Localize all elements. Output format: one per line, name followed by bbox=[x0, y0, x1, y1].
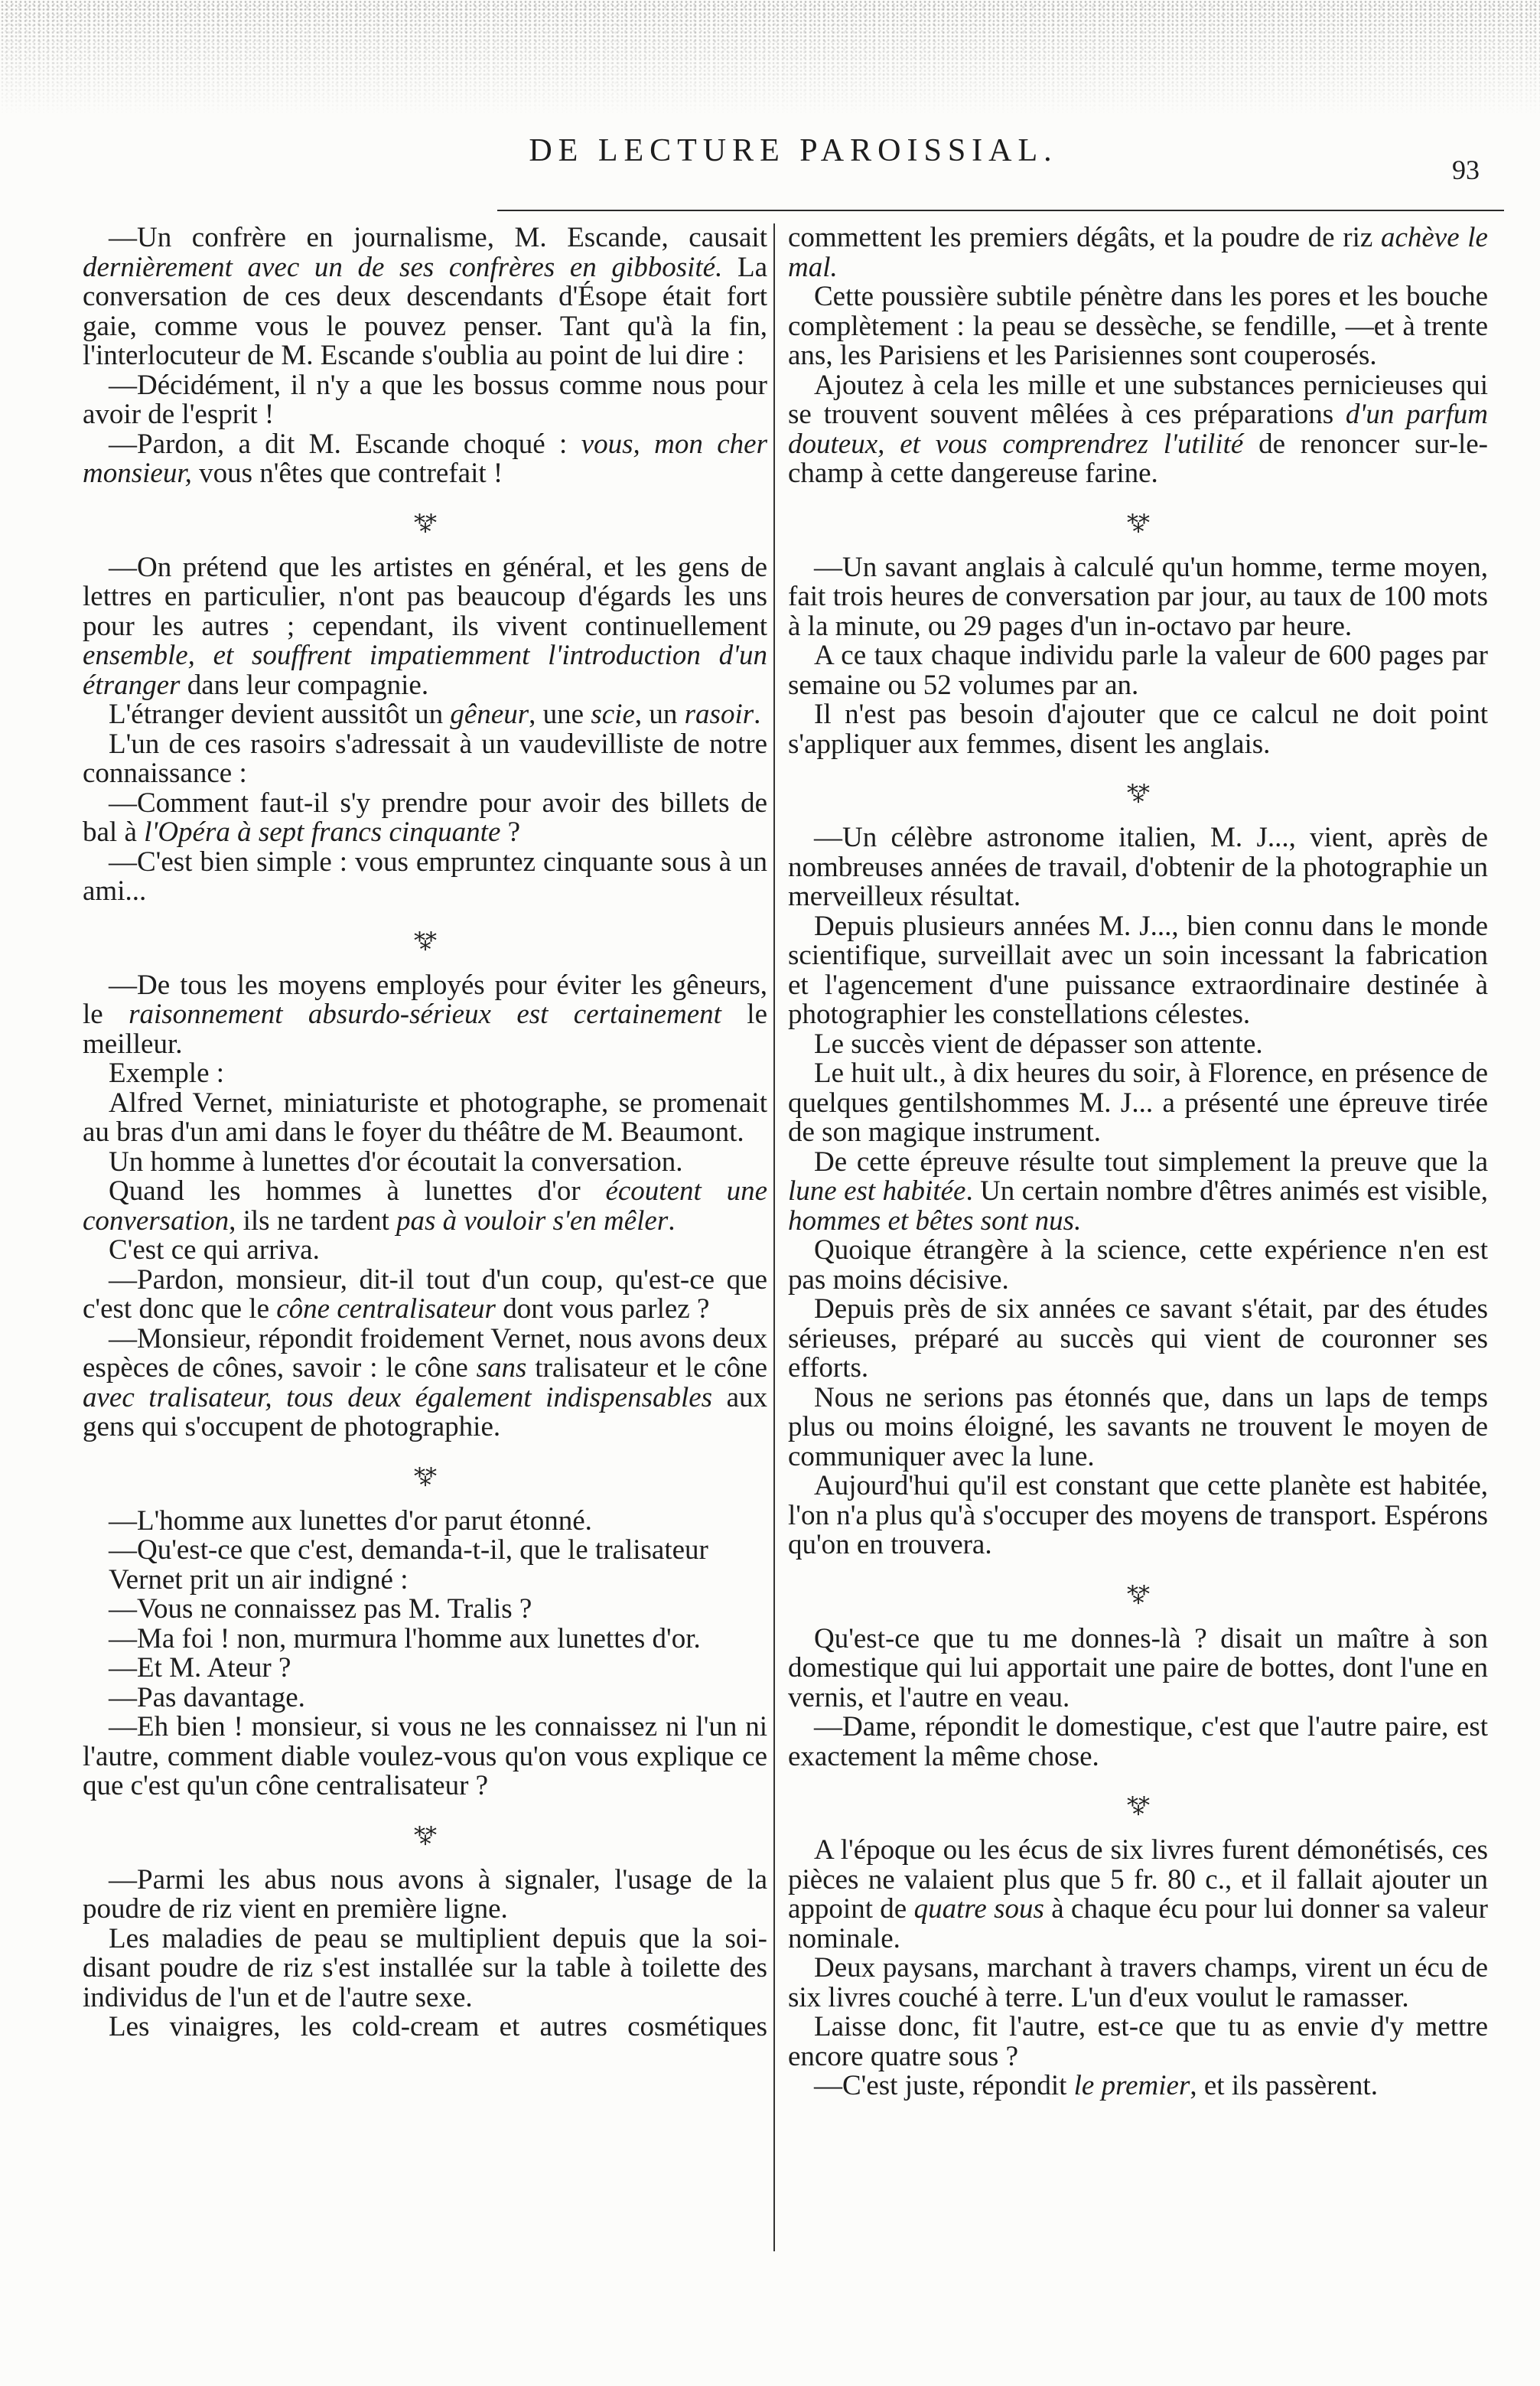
asterism-glyph: ⁂ bbox=[413, 507, 437, 535]
text-run: Qu'est-ce que tu me donnes-là ? disait un maître à son domestique qui lui apportait une paire de bottes, dont l'une en vernis, et l'autre en veau. bbox=[788, 1622, 1488, 1713]
text-run: Un homme à lunettes d'or écoutait la conversation. bbox=[109, 1146, 683, 1178]
asterism-separator bbox=[788, 489, 1488, 553]
text-run: Les maladies de peau se multiplient depuis que la soi-disant poudre de riz s'est installée sur la table à toilette des individus de l'un et de l'autre sexe. bbox=[83, 1922, 767, 2013]
paragraph bbox=[83, 553, 767, 701]
text-run: —Vous ne connaissez pas M. Tralis ? bbox=[109, 1593, 532, 1625]
text-run: Quoique étrangère à la science, cette expérience n'en est pas moins décisive. bbox=[788, 1234, 1488, 1296]
scan-noise bbox=[0, 0, 1540, 115]
text-run: Ajoutez à cela les mille et une substances pernicieuses qui se trouvent souvent mêlées à ces préparations bbox=[788, 369, 1488, 430]
text-run: Cette poussière subtile pénètre dans les pores et les bouche complètement : la peau se dessèche, se fendille, —et à trente ans, les Parisiens et les Parisiennes sont couperosés. bbox=[788, 281, 1488, 371]
paragraph bbox=[83, 430, 767, 489]
paragraph bbox=[83, 1236, 767, 1266]
text-run: —Comment faut-il s'y prendre pour avoir des billets de bal à bbox=[83, 787, 767, 848]
text-run: —L'homme aux lunettes d'or parut étonné. bbox=[109, 1504, 592, 1537]
asterism-glyph: ⁂ bbox=[1126, 778, 1150, 805]
italic-run: lune est habitée bbox=[788, 1175, 966, 1207]
paragraph bbox=[83, 1922, 767, 2013]
paragraph bbox=[83, 1059, 767, 1089]
asterism-glyph: ⁂ bbox=[1126, 507, 1150, 535]
text-run: Quand les hommes à lunettes d'or bbox=[109, 1175, 606, 1207]
text-run: ? bbox=[500, 817, 521, 848]
italic-run: dernièrement avec un de ses confrères en gibbosité. bbox=[83, 251, 723, 283]
text-run: —Et M. Ateur ? bbox=[109, 1652, 291, 1684]
asterism-separator bbox=[83, 1801, 767, 1866]
paragraph bbox=[788, 1381, 1488, 1472]
text-run: —Pardon, monsieur, dit-il tout d'un coup, qu'est-ce que c'est donc que le bbox=[83, 1263, 767, 1325]
paragraph bbox=[788, 1954, 1488, 2013]
paragraph bbox=[83, 223, 767, 371]
text-run: dont vous parlez ? bbox=[495, 1293, 710, 1325]
text-run: Vernet prit un air indigné : bbox=[109, 1563, 409, 1596]
text-run: —Dame, répondit le domestique, c'est que l'autre paire, est exactement la même chose. bbox=[788, 1711, 1488, 1772]
italic-run: le premier bbox=[1073, 2070, 1190, 2101]
italic-run: l'Opéra à sept francs cinquante bbox=[144, 817, 501, 848]
asterism-glyph: ⁂ bbox=[1126, 1791, 1150, 1817]
asterism-separator bbox=[788, 1560, 1488, 1625]
paragraph bbox=[788, 912, 1488, 1030]
text-run: A ce taux chaque individu parle la valeur de 600 pages par semaine ou 52 volumes par an. bbox=[788, 640, 1488, 701]
italic-run: hommes et bêtes sont nus. bbox=[788, 1204, 1082, 1237]
paragraph bbox=[83, 1681, 767, 1713]
paragraph bbox=[788, 1059, 1488, 1148]
text-run: tralisateur et le cône bbox=[526, 1352, 767, 1384]
paragraph bbox=[83, 1322, 767, 1442]
italic-run: vous, mon cher monsieur, bbox=[83, 428, 767, 489]
italic-run: scie bbox=[591, 699, 635, 730]
running-title: DE LECTURE PAROISSIAL. bbox=[529, 133, 1058, 168]
text-run: . bbox=[668, 1204, 676, 1237]
paragraph bbox=[83, 1177, 767, 1236]
italic-run: raisonnement absurdo-sérieux est certainement bbox=[129, 999, 721, 1030]
text-run: . Un certain nombre d'êtres animés est visible, bbox=[965, 1175, 1488, 1207]
italic-run: écoutent une conversation bbox=[83, 1175, 767, 1237]
asterism-separator bbox=[83, 1442, 767, 1507]
paragraph bbox=[83, 971, 767, 1060]
text-run: —Eh bien ! monsieur, si vous ne les connaissez ni l'un ni l'autre, comment diable voulez-vous qu'on vous explique ce que c'est qu'un cône centralisateur ? bbox=[83, 1711, 767, 1801]
text-run: à chaque écu pour lui donner sa valeur nominale. bbox=[788, 1893, 1488, 1954]
paragraph bbox=[83, 1148, 767, 1178]
text-run: Le huit ult., à dix heures du soir, à Florence, en présence de quelques gentilshommes M. J... a présenté une épreuve tirée de son magique instrument. bbox=[788, 1058, 1488, 1148]
paragraph bbox=[788, 282, 1488, 371]
paragraph bbox=[788, 641, 1488, 700]
left-column bbox=[83, 223, 767, 2251]
text-run: —Monsieur, répondit froidement Vernet, nous avons deux espèces de cônes, savoir : le cône bbox=[83, 1322, 767, 1384]
paragraph bbox=[83, 1536, 767, 1566]
text-run: Depuis plusieurs années M. J..., bien connu dans le monde scientifique, surveillait avec un soin incessant la fabrication et l'agencement d'une puissance extraordinaire destinée à photographier les constellations célestes. bbox=[788, 910, 1488, 1030]
paragraph bbox=[788, 553, 1488, 642]
text-run: . bbox=[754, 699, 761, 730]
text-run: A l'époque ou les écus de six livres furent démonétisés, ces pièces ne valaient plus que 5 fr. 80 c., et il fallait ajouter un appoint de bbox=[788, 1834, 1488, 1925]
text-run: —Un savant anglais à calculé qu'un homme, terme moyen, fait trois heures de conversation par jour, au taux de 100 mots à la minute, ou 29 pages d'un in-octavo par heure. bbox=[788, 551, 1488, 642]
italic-run: avec tralisateur, tous deux également indispensables bbox=[83, 1381, 713, 1413]
italic-run: cône centralisateur bbox=[276, 1293, 496, 1325]
paragraph bbox=[83, 730, 767, 789]
text-run: dans leur compagnie. bbox=[180, 669, 429, 701]
paragraph bbox=[83, 1563, 767, 1596]
italic-run: sans bbox=[476, 1352, 527, 1384]
paragraph bbox=[788, 1295, 1488, 1384]
italic-run: rasoir bbox=[684, 699, 754, 730]
italic-run: gêneur bbox=[450, 699, 529, 730]
asterism-separator bbox=[83, 489, 767, 553]
text-run: —De tous les moyens employés pour éviter les gêneurs, le bbox=[83, 969, 767, 1030]
paragraph bbox=[83, 1263, 767, 1325]
text-run: —Ma foi ! non, murmura l'homme aux lunettes d'or. bbox=[109, 1622, 701, 1654]
text-run: Laisse donc, fit l'autre, est-ce que tu as envie d'y mettre encore quatre sous ? bbox=[788, 2011, 1488, 2072]
asterism-separator bbox=[83, 907, 767, 971]
paragraph bbox=[83, 1713, 767, 1801]
paragraph bbox=[83, 1654, 767, 1684]
paragraph bbox=[788, 2013, 1488, 2071]
text-run: La conversation de ces deux descendants d'Ésope était fort gaie, comme vous le pouvez penser. Tant qu'à la fin, l'interlocuteur de M. Escande s'oublia au point de lui dire : bbox=[83, 251, 767, 371]
paragraph bbox=[788, 1713, 1488, 1772]
paragraph bbox=[83, 1622, 767, 1654]
text-run: Les vinaigres, les cold-cream et autres cosmétiques bbox=[109, 2011, 767, 2042]
text-run: , une bbox=[529, 699, 591, 730]
paragraph bbox=[83, 2013, 767, 2042]
asterism-glyph: ⁂ bbox=[413, 1461, 437, 1488]
text-run: le meilleur. bbox=[83, 999, 767, 1060]
text-run: De cette épreuve résulte tout simplement la preuve que la bbox=[814, 1146, 1488, 1178]
text-run: Deux paysans, marchant à travers champs, virent un écu de six livres couché à terre. L'un d'eux voulut le ramasser. bbox=[788, 1952, 1488, 2013]
page-number: 93 bbox=[1452, 155, 1480, 185]
italic-run: pas à vouloir s'en mêler bbox=[396, 1204, 669, 1237]
paragraph bbox=[83, 371, 767, 430]
text-run: —C'est bien simple : vous empruntez cinquante sous à un ami... bbox=[83, 846, 767, 907]
text-run: —Qu'est-ce que c'est, demanda-t-il, que le tralisateur bbox=[109, 1534, 708, 1566]
paragraph bbox=[83, 1089, 767, 1148]
asterism-glyph: ⁂ bbox=[413, 925, 437, 953]
asterism-separator bbox=[788, 1772, 1488, 1836]
text-run: —Un confrère en journalisme, M. Escande, causait bbox=[109, 223, 767, 253]
text-run: —Pas davantage. bbox=[109, 1681, 305, 1713]
column-divider bbox=[773, 223, 775, 2251]
text-run: —Parmi les abus nous avons à signaler, l'usage de la poudre de riz vient en première ligne. bbox=[83, 1863, 767, 1925]
paragraph bbox=[83, 700, 767, 730]
asterism-separator bbox=[788, 759, 1488, 823]
right-column bbox=[788, 223, 1488, 2251]
text-run: L'un de ces rasoirs s'adressait à un vaudevilliste de notre connaissance : bbox=[83, 728, 767, 789]
paragraph bbox=[788, 1836, 1488, 1954]
paragraph bbox=[788, 1622, 1488, 1713]
text-run: , et ils passèrent. bbox=[1190, 2070, 1378, 2101]
paragraph bbox=[788, 223, 1488, 282]
paragraph bbox=[788, 1148, 1488, 1237]
text-run: Le succès vient de dépasser son attente. bbox=[814, 1028, 1263, 1060]
text-run: Il n'est pas besoin d'ajouter que ce calcul ne doit point s'appliquer aux femmes, disent les anglais. bbox=[788, 699, 1488, 760]
italic-run: d'un parfum douteux, et vous comprendrez l'utilité bbox=[788, 399, 1488, 460]
text-run: commettent les premiers dégâts, et la poudre de riz bbox=[788, 223, 1381, 253]
text-run: de renoncer sur-le-champ à cette dangereuse farine. bbox=[788, 428, 1488, 489]
italic-run: quatre sous bbox=[913, 1893, 1044, 1925]
asterism-glyph: ⁂ bbox=[1126, 1579, 1150, 1606]
asterism-glyph: ⁂ bbox=[413, 1820, 437, 1847]
text-run: Aujourd'hui qu'il est constant que cette planète est habitée, l'on n'a plus qu'à s'occuper des moyens de transport. Espérons qu'on en trouvera. bbox=[788, 1470, 1488, 1560]
paragraph bbox=[83, 848, 767, 907]
paragraph bbox=[788, 2071, 1488, 2101]
text-run: Exemple : bbox=[109, 1058, 225, 1089]
paragraph bbox=[788, 371, 1488, 489]
text-run: —Décidément, il n'y a que les bossus comme nous pour avoir de l'esprit ! bbox=[83, 369, 767, 430]
text-run: Alfred Vernet, miniaturiste et photographe, se promenait au bras d'un ami dans le foyer du théâtre de M. Beaumont. bbox=[83, 1087, 767, 1148]
header-rule bbox=[497, 210, 1504, 211]
italic-run: ensemble, et souffrent impatiemment l'introduction d'un étranger bbox=[83, 640, 767, 701]
paragraph bbox=[788, 823, 1488, 912]
paragraph bbox=[83, 1504, 767, 1537]
text-run: aux gens qui s'occupent de photographie. bbox=[83, 1381, 767, 1442]
text-run: —Pardon, a dit M. Escande choqué : bbox=[109, 428, 581, 460]
text-run: Depuis près de six années ce savant s'était, par des études sérieuses, préparé au succès qui vient de couronner ses efforts. bbox=[788, 1293, 1488, 1384]
paragraph bbox=[83, 789, 767, 848]
text-run: C'est ce qui arriva. bbox=[109, 1234, 320, 1266]
text-run: —C'est juste, répondit bbox=[814, 2070, 1074, 2101]
paragraph bbox=[788, 700, 1488, 759]
paragraph bbox=[83, 1595, 767, 1625]
paragraph bbox=[83, 1863, 767, 1925]
text-run: Nous ne serions pas étonnés que, dans un laps de temps plus ou moins éloigné, les savants ne trouvent le moyen de communiquer avec la lune. bbox=[788, 1381, 1488, 1472]
text-run: L'étranger devient aussitôt un bbox=[109, 699, 451, 730]
text-run: , un bbox=[634, 699, 685, 730]
text-run: —On prétend que les artistes en général, et les gens de lettres en particulier, n'ont pas beaucoup d'égards les uns pour les autres ; cependant, ils vivent continuellement bbox=[83, 551, 767, 642]
paragraph bbox=[788, 1030, 1488, 1060]
text-run: —Un célèbre astronome italien, M. J..., vient, après de nombreuses années de travail, d'obtenir de la photographie un merveilleux résultat. bbox=[788, 822, 1488, 912]
text-run: vous n'êtes que contrefait ! bbox=[191, 458, 503, 489]
paragraph bbox=[788, 1236, 1488, 1295]
text-run: , ils ne tardent bbox=[229, 1204, 396, 1237]
italic-run: achève le mal. bbox=[788, 223, 1488, 283]
paragraph bbox=[788, 1472, 1488, 1560]
